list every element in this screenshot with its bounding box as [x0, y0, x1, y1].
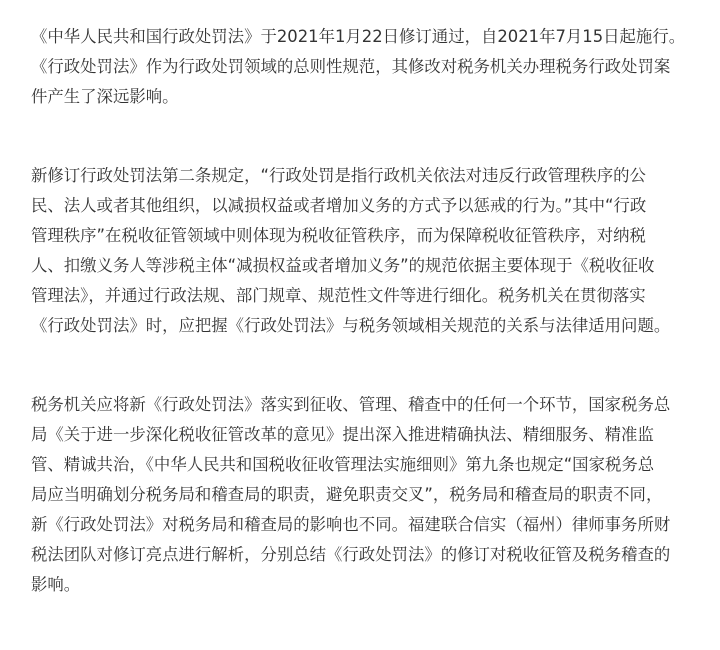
paragraph-line: 新修订行政处罚法第二条规定，“行政处罚是指行政机关依法对违反行政管理秩序的公	[31, 166, 646, 185]
paragraph-line: 《行政处罚法》作为行政处罚领域的总则性规范，其修改对税务机关办理税务行政处罚案	[31, 57, 671, 76]
paragraph-2	[31, 161, 703, 341]
paragraph-line: 局《关于进一步深化税收征管改革的意见》提出深入推进精确执法、精细服务、精准监	[31, 425, 654, 444]
paragraph-line: 《中华人民共和国行政处罚法》于2021年1月22日修订通过，自2021年7月15日起施行。	[31, 27, 686, 46]
paragraph-line: 税法团队对修订亮点进行解析，分别总结《行政处罚法》的修订对税收征管及税务稽查的	[31, 545, 671, 564]
paragraph-line: 人、扣缴义务人等涉税主体“减损权益或者增加义务”的规范依据主要体现于《税收征收	[31, 256, 655, 275]
paragraph-line: 税务机关应将新《行政处罚法》落实到征收、管理、稽查中的任何一个环节，国家税务总	[31, 395, 671, 414]
paragraph-line: 管理秩序”在税收征管领域中则体现为税收征管秩序，而为保障税收征管秩序，对纳税	[31, 226, 646, 245]
paragraph-line: 管、精诚共治，《中华人民共和国税收征收管理法实施细则》第九条也规定“国家税务总	[31, 455, 655, 474]
paragraph-line: 影响。	[31, 575, 81, 594]
paragraph-line: 件产生了深远影响。	[31, 87, 179, 106]
article-body	[31, 22, 703, 600]
paragraph-line: 民、法人或者其他组织，以减损权益或者增加义务的方式予以惩戒的行为。”其中“行政	[31, 196, 647, 215]
paragraph-line: 新《行政处罚法》对税务局和稽查局的影响也不同。福建联合信实（福州）律师事务所财	[31, 515, 671, 534]
paragraph-3	[31, 390, 703, 600]
paragraph-line: 局应当明确划分税务局和稽查局的职责，避免职责交叉”，税务局和稽查局的职责不同，	[31, 485, 663, 504]
paragraph-line: 《行政处罚法》时，应把握《行政处罚法》与税务领域相关规范的关系与法律适用问题。	[31, 316, 671, 335]
paragraph-1	[31, 22, 703, 112]
paragraph-line: 管理法》，并通过行政法规、部门规章、规范性文件等进行细化。税务机关在贯彻落实	[31, 286, 646, 305]
